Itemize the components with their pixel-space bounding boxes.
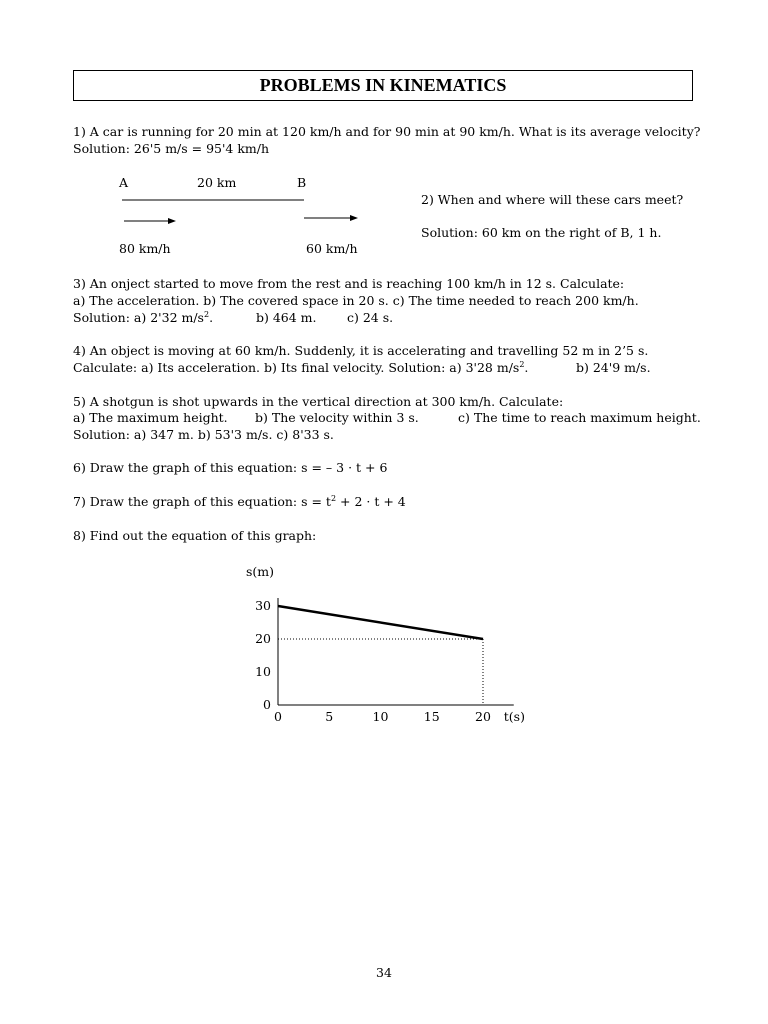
problem-4-solution-b: b) 24'9 m/s.: [576, 360, 651, 375]
x-tick-label: 15: [423, 709, 440, 724]
problem-5-solution: Solution: a) 347 m. b) 53'3 m/s. c) 8'33 s.: [73, 427, 334, 442]
problem-4-question: 4) An object is moving at 60 km/h. Suddenly, it is accelerating and travelling 52 m in 2’5 s.: [73, 343, 649, 358]
problem-5-question: 5) A shotgun is shot upwards in the vertical direction at 300 km/h. Calculate:: [73, 394, 564, 409]
series-line: [278, 606, 483, 639]
problem-3-question: 3) An onject started to move from the rest and is reaching 100 km/h in 12 s. Calculate:: [73, 276, 625, 291]
problem-8-text: 8) Find out the equation of this graph:: [73, 528, 317, 543]
x-tick-label: 5: [325, 709, 334, 724]
x-tick-label: 10: [372, 709, 389, 724]
y-tick-label: 0: [263, 697, 271, 712]
problem-3-solution-a: Solution: a) 2'32 $m/s^2$.: [73, 310, 214, 325]
problem-2-solution: Solution: 60 km on the right of B, 1 h.: [421, 225, 662, 240]
y-axis-label: s(m): [246, 564, 275, 579]
problem-3-solution-c: c) 24 s.: [347, 310, 394, 325]
problem-4-calc: Calculate: a) Its acceleration. b) Its final velocity. Solution: a) 3'28 $m/s^2$.: [73, 360, 529, 375]
position-time-chart: [230, 550, 540, 730]
y-tick-label: 30: [255, 598, 271, 613]
page-title: PROBLEMS IN KINEMATICS: [73, 70, 693, 101]
problem-1-solution: Solution: 26'5 m/s = 95'4 km/h: [73, 141, 270, 156]
problem-5-part-a: a) The maximum height.: [73, 410, 228, 425]
label-b: B: [297, 175, 307, 190]
problem-7-text: 7) Draw the graph of this equation: $s = t^2 + 2 \cdot t + 4$: [73, 494, 406, 509]
y-tick-label: 10: [255, 664, 271, 679]
cars-diagram: [110, 172, 380, 264]
x-axis-label: t(s): [503, 709, 525, 724]
distance-label: 20 km: [197, 175, 237, 190]
speed-b-label: 60 km/h: [306, 241, 358, 256]
car-a-arrowhead: [168, 218, 176, 224]
y-tick-label: 20: [255, 631, 271, 646]
problem-3-solution-b: b) 464 m.: [256, 310, 317, 325]
problem-1-question: 1) A car is running for 20 min at 120 km/h and for 90 min at 90 km/h. What is its average velocity?: [73, 124, 701, 139]
page-number: 34: [376, 965, 392, 980]
x-tick-label: 0: [274, 709, 282, 724]
problem-3-parts: a) The acceleration. b) The covered space in 20 s. c) The time needed to reach 200 km/h.: [73, 293, 639, 308]
problem-2-question: 2) When and where will these cars meet?: [421, 192, 684, 207]
problem-5-part-c: c) The time to reach maximum height.: [458, 410, 701, 425]
speed-a-label: 80 km/h: [119, 241, 171, 256]
label-a: A: [119, 175, 129, 190]
x-tick-label: 20: [475, 709, 491, 724]
car-b-arrowhead: [350, 215, 358, 221]
problem-6-text: 6) Draw the graph of this equation: s = – 3 · t + 6: [73, 460, 388, 475]
problem-5-part-b: b) The velocity within 3 s.: [255, 410, 419, 425]
